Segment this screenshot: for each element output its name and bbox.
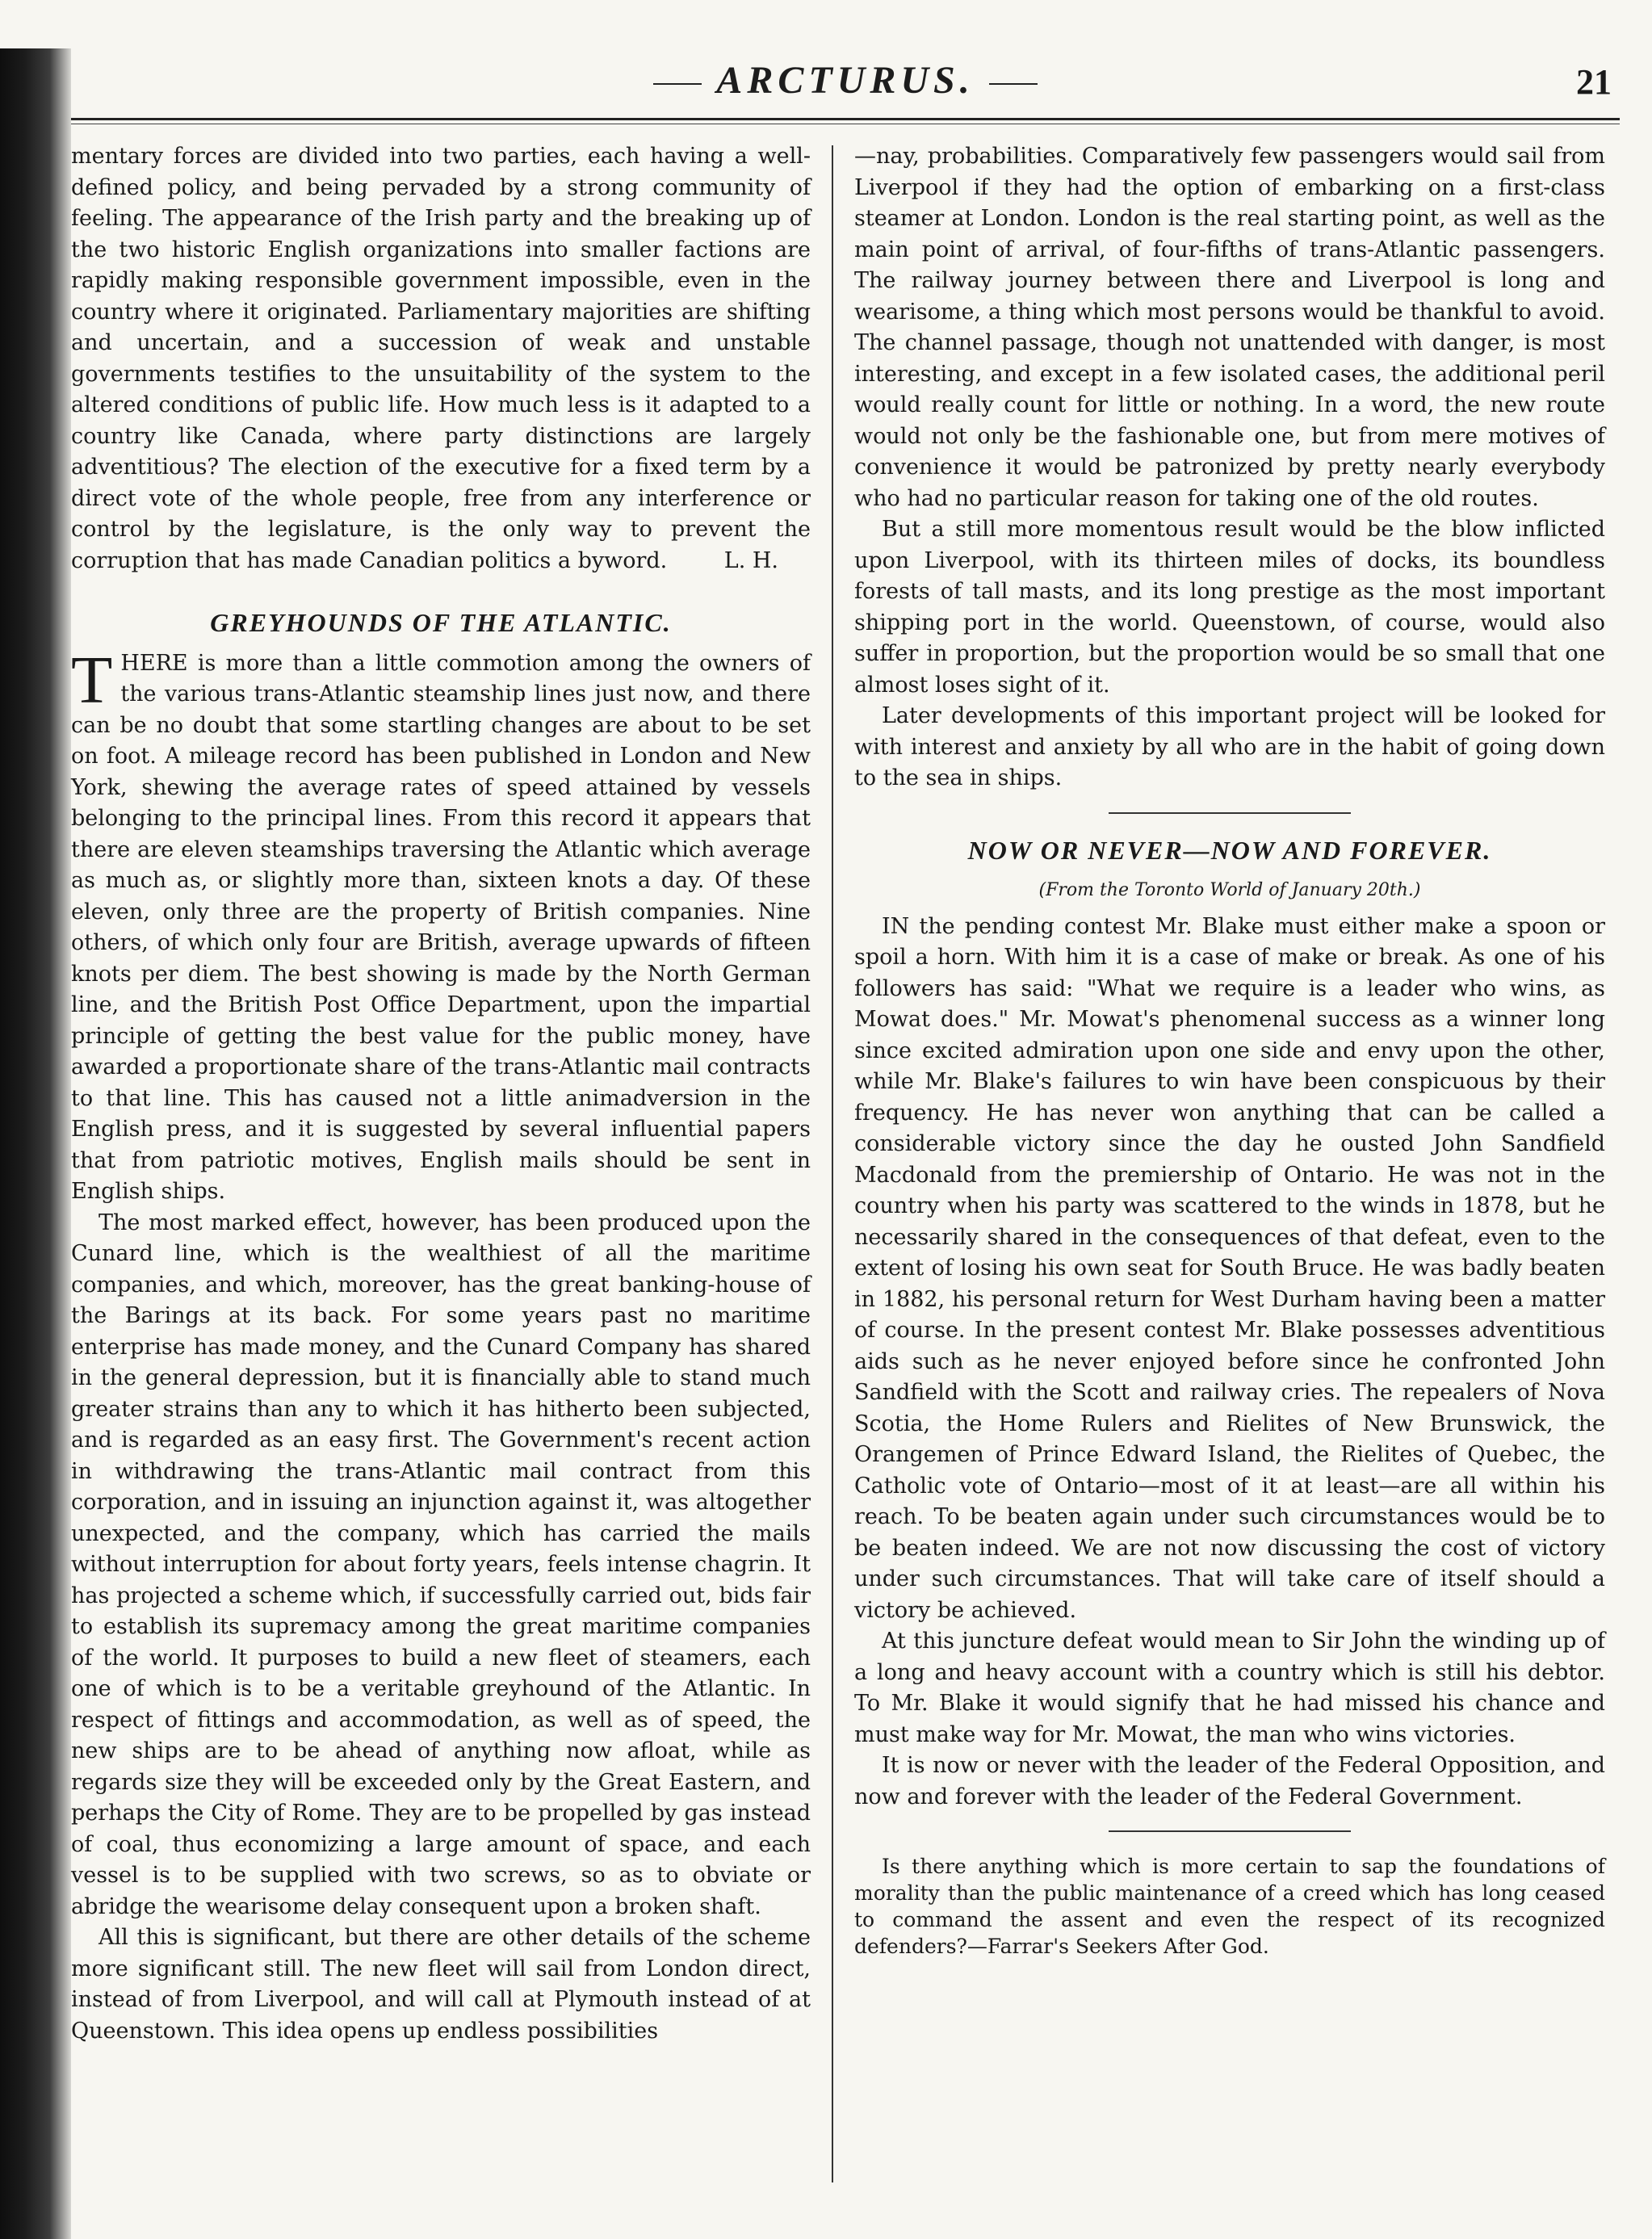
masthead-title: ARCTURUS. bbox=[716, 59, 975, 102]
header-rule-thick bbox=[71, 118, 1620, 120]
now-or-never-paragraph-2: At this juncture defeat would mean to Sir John the winding up of a long and heavy account with a country which is still his debtor. To Mr. Blake it would signify that he had missed his chance and must make way for Mr. Mowat, the man who wins victories. bbox=[854, 1629, 1605, 1747]
column-divider bbox=[832, 145, 833, 2182]
article-separator-rule bbox=[1109, 812, 1351, 814]
intro-signature: L. H. bbox=[723, 547, 778, 573]
article-title-now-or-never: NOW OR NEVER—NOW AND FOREVER. bbox=[967, 835, 1492, 865]
right-column bbox=[854, 141, 1605, 2207]
article-title-greyhounds: GREYHOUNDS OF THE ATLANTIC. bbox=[210, 608, 672, 637]
page-number: 21 bbox=[1576, 62, 1612, 102]
greyhounds-later-developments-paragraph: Later developments of this important project will be looked for with interest and anxiety by all who are in the habit of going down to the sea in ships. bbox=[854, 703, 1605, 790]
greyhounds-liverpool-paragraph: But a still more momentous result would be the blow inflicted upon Liverpool, with its thirteen miles of docks, its boundless forests of tall masts, and its long prestige as the most important shipping port in the world. Queenstown, of course, would also suffer in proportion, but the proportion would be so small that one almost loses sight of it. bbox=[854, 517, 1605, 698]
dropcap-letter: T bbox=[71, 642, 113, 718]
now-or-never-paragraph-1: IN the pending contest Mr. Blake must either make a spoon or spoil a horn. With him it is a case of make or break. As one of his followers has said: "What we require is a leader who wins, as Mowat does." Mr. Mowat's phenomenal success as a winner long since excited admiration upon one side and envy upon the other, while Mr. Blake's failures to win have been conspicuous by their frequency. He has never won anything that can be called a considerable victory since the day he ousted John Sandfield Macdonald from the premiership of Ontario. He was not in the country when his party was scattered to the winds in 1878, but he necessarily shared in the consequences of that defeat, even to the extent of losing his own seat for South Bruce. He was badly beaten in 1882, his personal return for West Durham having been a matter of course. In the present contest Mr. Blake possesses adventitious aids such as he never enjoyed before since he confronted John Sandfield with the Scott and railway cries. The repealers of Nova Scotia, the Home Rulers and Rielites of New Brunswick, the Orangemen of Prince Edward Island, the Rielites of Quebec, the Catholic vote of Ontario—most of it at least—are all within his reach. To be beaten again under such circumstances would be to be beaten indeed. We are not now discussing the cost of victory under such circumstances. That will take care of itself should a victory be achieved. bbox=[854, 913, 1605, 1623]
left-column bbox=[71, 141, 811, 2207]
greyhounds-paragraph-2: The most marked effect, however, has been produced upon the Cunard line, which is the wealthiest of all the maritime companies, and which, moreover, has the great banking-house of the Barings at its back. For some years past no maritime enterprise has made money, and the Cunard Company has shared in the general depression, but it is financially able to stand much greater strains than any to which it has hitherto been subjected, and is regarded as an easy first. The Government's recent action in withdrawing the trans-Atlantic mail contract from this corporation, and in issuing an injunction against it, was altogether unexpected, and the company, which has carried the mails without interruption for about forty years, feels intense chagrin. It has projected a scheme which, if successfully carried out, bids fair to establish its supremacy among the great maritime companies of the world. It purposes to build a new fleet of steamers, each one of which is to be a veritable greyhound of the Atlantic. In respect of fittings and accommodation, as well as of speed, the new ships are to be ahead of anything now afloat, while as regards size they will be exceeded only by the Great Eastern, and perhaps the City of Rome. They are to be propelled by gas instead of coal, thus economizing a large amount of space, and each vessel is to be supplied with two screws, so as to obviate or abridge the wearisome delay consequent upon a broken shaft. bbox=[71, 1210, 811, 1919]
greyhounds-paragraph-3: All this is significant, but there are other details of the scheme more significant still. The new fleet will sail from London direct, instead of from Liverpool, and will call at Plymouth instead of at Queenstown. This idea opens up endless possibilities bbox=[71, 1925, 811, 2044]
article-source-note: (From the Toronto World of January 20th.) bbox=[1038, 880, 1421, 900]
intro-paragraph-text: mentary forces are divided into two parties, each having a well-defined policy, and being pervaded by a strong community of feeling. The appearance of the Irish party and the breaking up of the two historic English organizations into smaller factions are rapidly making responsible government impossible, even in the country where it originated. Parliamentary majorities are shifting and uncertain, and a succession of weak and unstable governments testifies to the unsuitability of the system to the altered conditions of public life. How much less is it adapted to a country like Canada, where party distinctions are largely adventitious? The election of the executive for a fixed term by a direct vote of the whole people, free from any interference or control by the legislature, is the only way to prevent the corruption that has made Canadian politics a byword. bbox=[71, 144, 811, 573]
masthead bbox=[71, 58, 1620, 103]
masthead-dash-left bbox=[653, 83, 702, 85]
page-header bbox=[71, 48, 1620, 126]
page-binding-shadow bbox=[0, 48, 71, 2239]
greyhounds-paragraph-1 bbox=[71, 642, 811, 1208]
greyhounds-paragraph-1-text: HERE is more than a little commotion among the owners of the various trans-Atlantic steamship lines just now, and there can be no doubt that some startling changes are about to be set on foot. A mileage record has been published in London and New York, shewing the average rates of speed attained by vessels belonging to the principal lines. From this record it appears that there are eleven steamships traversing the Atlantic which average as much as, or slightly more than, sixteen knots a day. Of these eleven, only three are the property of British companies. Nine others, of which only four are British, average upwards of fifteen knots per diem. The best showing is made by the North German line, and the British Post Office Department, upon the impartial principle of getting the best value for the public money, have awarded a proportionate share of the trans-Atlantic mail contracts to that line. This has caused not a little animadversion in the English press, and it is suggested by several influential papers that from patriotic motives, English mails should be sent in English ships. bbox=[71, 650, 811, 1204]
closing-quote: Is there anything which is more certain to sap the foundations of morality than the public maintenance of a creed which has long ceased to command the assent and even the respect of its recognized defenders?—Farrar's Seekers After God. bbox=[854, 1855, 1605, 1958]
masthead-dash-right bbox=[989, 83, 1038, 85]
quote-separator-rule bbox=[1109, 1830, 1351, 1832]
intro-paragraph bbox=[71, 141, 811, 577]
now-or-never-paragraph-3: It is now or never with the leader of the Federal Opposition, and now and forever with the leader of the Federal Government. bbox=[854, 1753, 1605, 1809]
greyhounds-continued-paragraph: —nay, probabilities. Comparatively few passengers would sail from Liverpool if they had the option of embarking on a first-class steamer at London. London is the real starting point, as well as the main point of arrival, of four-fifths of trans-Atlantic passengers. The railway journey between there and Liverpool is long and wearisome, a thing which most persons would be thankful to avoid. The channel passage, though not unattended with danger, is most interesting, and except in a few isolated cases, the additional peril would really count for little or nothing. In a word, the new route would not only be the fashionable one, but from mere motives of convenience it would be patronized by pretty nearly everybody who had no particular reason for taking one of the old routes. bbox=[854, 144, 1605, 511]
